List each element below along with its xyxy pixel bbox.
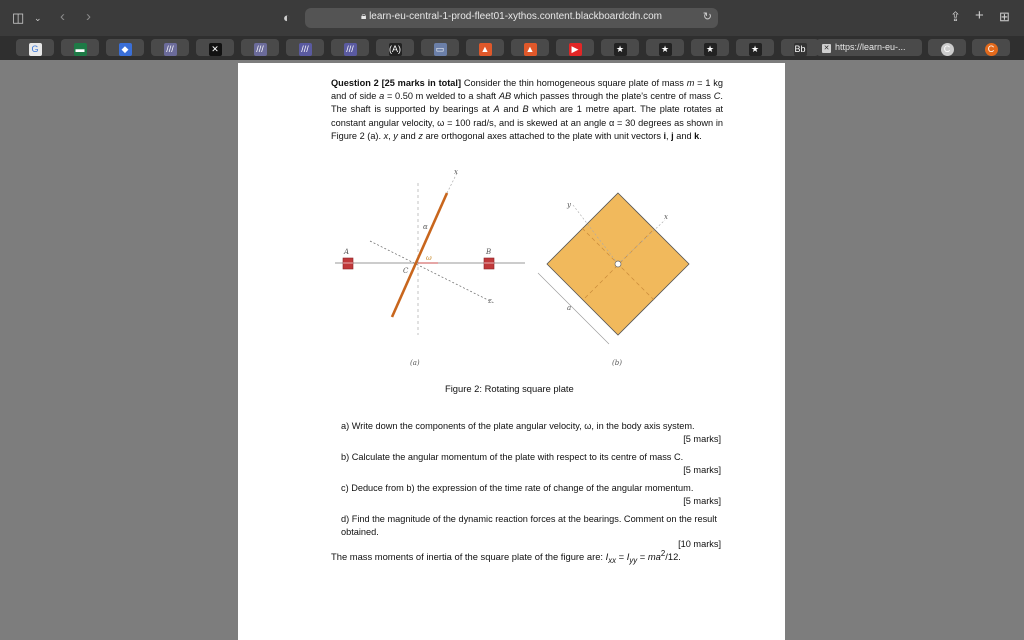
sidebar-icon[interactable]: ◫ [12,10,25,25]
lock-icon: 🔒︎ [360,11,370,22]
bartleby-icon: Bb [794,44,806,54]
triangle-icon: ▲ [479,43,492,56]
tab-6[interactable] [286,39,324,56]
tab-12[interactable] [556,39,594,56]
tab-13[interactable] [601,39,639,56]
address-bar[interactable] [305,8,718,28]
label-b: B [486,248,492,256]
tab-4[interactable] [196,39,234,56]
tab-15[interactable] [691,39,729,56]
star-icon: ★ [659,43,672,56]
tab-8[interactable] [376,39,414,56]
star-icon: ★ [749,43,762,56]
label-panel-b: (b) [612,359,622,367]
tab-1[interactable] [61,39,99,56]
bookmark-icon: ▬ [75,44,85,54]
new-tab-icon[interactable]: + [975,7,984,24]
document-icon: ▭ [434,43,447,56]
z-axis-line [370,241,494,303]
part-text: a) Write down the components of the plate angular velocity, ω, in the body axis system. [341,421,695,431]
triangle-icon: ▲ [524,43,537,56]
plate-edge [392,193,447,317]
tab-9[interactable] [421,39,459,56]
label-panel-a: (a) [410,359,420,367]
back-icon[interactable]: ‹ [60,8,65,25]
blackboard-icon: /// [299,43,312,56]
label-c: C [403,267,409,275]
part-marks: [5 marks] [683,464,721,475]
url-text: learn-eu-central-1-prod-fleet01-xythos.content.blackboardcdn.com [369,11,663,22]
tab-end-1[interactable] [972,39,1010,56]
blackboard-icon: /// [254,43,267,56]
tab-17[interactable] [781,39,819,56]
tab-11[interactable] [511,39,549,56]
youtube-icon: ▶ [569,43,582,56]
tab-7[interactable] [331,39,369,56]
label-y: y [567,201,571,209]
question-text [331,77,723,143]
question-body: Consider the thin homogeneous square plate of mass m = 1 kg and of side a = 0.50 m welded to a shaft AB which passes through the plate's centre of mass C. The shaft is supported by bearings at A and B which are 1 metre apart. The plate rotates at constant angular velocity, ω = 100 rad/s, and is skewed at an angle α = 30 degrees as shown in Figure 2 (a). x, y and z are orthogonal axes attached to the plate with unit vectors i, j and k. [331,78,723,141]
part-text: c) Deduce from b) the expression of the time rate of change of the angular momentum. [341,483,694,493]
bearing-b [484,258,494,269]
tab-0[interactable] [16,39,54,56]
blackboard-icon: /// [344,43,357,56]
tab-16[interactable] [736,39,774,56]
tab-10[interactable] [466,39,504,56]
star-icon: ★ [704,43,717,56]
star-icon: ★ [614,43,627,56]
question-part [341,420,721,445]
chegg-icon: (A) [389,44,401,54]
figure-caption: Figure 2: Rotating square plate [445,383,574,394]
center-c [615,261,621,267]
tab-2[interactable] [106,39,144,56]
figure-2 [330,165,700,375]
tab-3[interactable] [151,39,189,56]
blackboard-icon: /// [164,43,177,56]
part-text: d) Find the magnitude of the dynamic reaction forces at the bearings. Comment on the result obtained. [341,514,717,537]
label-a-side: a [567,304,572,312]
x-icon: ✕ [209,43,222,56]
shield-icon[interactable]: ◐ [283,10,291,25]
part-marks: [5 marks] [683,433,721,444]
part-marks: [10 marks] [678,539,721,550]
bearing-a [343,258,353,269]
forward-icon[interactable]: › [86,8,91,25]
label-z: z [488,297,492,305]
question-part [341,451,721,476]
google-icon: G [29,43,42,56]
label-omega: ω [426,254,432,262]
chegg-c-icon: C [985,43,998,56]
tab-14[interactable] [646,39,684,56]
chegg-c-icon: C [941,43,954,56]
part-marks: [5 marks] [683,495,721,506]
label-x-b: x [664,213,668,221]
tab-wide[interactable] [816,39,922,56]
label-alpha: α [423,223,428,231]
tab-overview-icon[interactable]: ⊞ [999,9,1010,24]
label-x-a: x [454,168,458,176]
inertia-formula: The mass moments of inertia of the square plate of the figure are: $I_{xx} = I_{yy} = ma^2/12$. [331,549,681,565]
close-icon[interactable]: ✕ [823,45,830,52]
tab-bar [0,36,1024,60]
x-axis-line [447,173,457,193]
diamond-icon: ◆ [119,43,132,56]
tab-wide-label: https://learn-eu-... [835,42,906,52]
question-heading: Question 2 [25 marks in total] [331,78,462,88]
browser-toolbar [0,0,1024,36]
reload-icon[interactable]: ↻ [702,11,712,23]
label-a: A [344,248,350,256]
part-text: b) Calculate the angular momentum of the plate with respect to its centre of mass C. [341,452,684,462]
share-icon[interactable]: ⇪ [950,9,961,24]
question-part [341,482,721,507]
tab-5[interactable] [241,39,279,56]
tab-end-0[interactable] [928,39,966,56]
chevron-down-icon[interactable]: ⌄ [34,13,42,23]
question-part [341,513,721,551]
